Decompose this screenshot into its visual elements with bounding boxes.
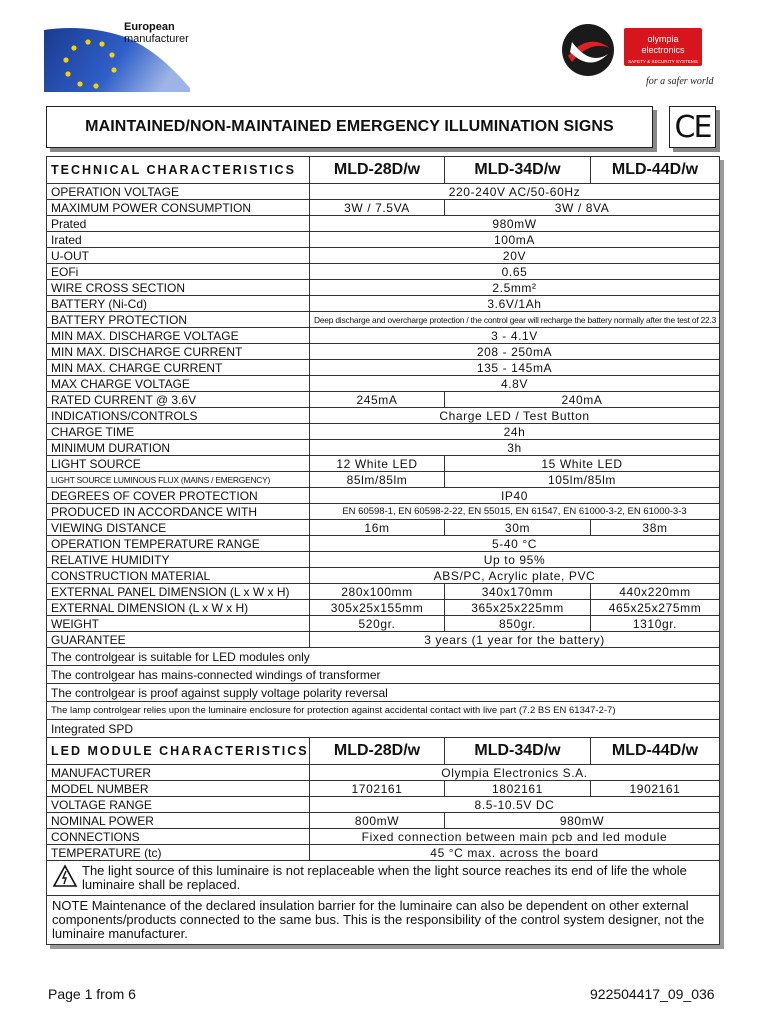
spec-value: 245mA — [310, 392, 445, 408]
spec-value: 520gr. — [310, 616, 445, 632]
spec-value: 3W / 8VA — [445, 200, 720, 216]
spec-value: 208 - 250mA — [310, 344, 720, 360]
note-row — [47, 684, 720, 702]
spec-value: 135 - 145mA — [310, 360, 720, 376]
spec-row — [47, 216, 720, 232]
spec-label: PRODUCED IN ACCORDANCE WITH — [47, 504, 310, 520]
warning-cell — [47, 861, 720, 896]
spec-label: CHARGE TIME — [47, 424, 310, 440]
ce-mark: CE — [669, 106, 716, 148]
spec-value: 5-40 °C — [310, 536, 720, 552]
spec-value: ABS/PC, Acrylic plate, PVC — [310, 568, 720, 584]
document-title: MAINTAINED/NON-MAINTAINED EMERGENCY ILLUMINATION SIGNS — [85, 118, 614, 135]
spec-label: CONNECTIONS — [47, 829, 310, 845]
spec-value: 280x100mm — [310, 584, 445, 600]
led-header-row — [47, 738, 720, 765]
spec-row — [47, 248, 720, 264]
note-row — [47, 648, 720, 666]
spec-value: EN 60598-1, EN 60598-2-22, EN 55015, EN 61547, EN 61000-3-2, EN 61000-3-3 — [310, 504, 720, 520]
spec-row — [47, 568, 720, 584]
spec-row — [47, 360, 720, 376]
spec-value: 105lm/85lm — [445, 472, 720, 488]
spec-row — [47, 456, 720, 472]
technical-header-row — [47, 157, 720, 184]
spec-value: 30m — [445, 520, 591, 536]
spec-row — [47, 632, 720, 648]
spec-label: BATTERY (Ni-Cd) — [47, 296, 310, 312]
spec-label: LIGHT SOURCE LUMINOUS FLUX (MAINS / EMERGENCY) — [47, 472, 310, 488]
spec-value: 1702161 — [310, 781, 445, 797]
spec-value: 2.5mm² — [310, 280, 720, 296]
spec-value: 305x25x155mm — [310, 600, 445, 616]
spec-value: 24h — [310, 424, 720, 440]
page-number: Page 1 from 6 — [48, 986, 136, 1002]
spec-label: WEIGHT — [47, 616, 310, 632]
spec-label: EXTERNAL DIMENSION (L x W x H) — [47, 600, 310, 616]
spec-label: GUARANTEE — [47, 632, 310, 648]
model-header: MLD-28D/w — [310, 738, 445, 765]
spec-label: VIEWING DISTANCE — [47, 520, 310, 536]
spec-row — [47, 296, 720, 312]
spec-row — [47, 797, 720, 813]
spec-value: 3W / 7.5VA — [310, 200, 445, 216]
spec-value: Deep discharge and overcharge protection / the control gear will recharge the battery normally after the test of 22.3 — [310, 312, 720, 328]
eu-line2: manufacturer — [124, 33, 189, 45]
spec-value: 100mA — [310, 232, 720, 248]
spec-row — [47, 504, 720, 520]
spec-row — [47, 200, 720, 216]
spec-value: 3 - 4.1V — [310, 328, 720, 344]
spec-row — [47, 232, 720, 248]
eu-line1: European — [124, 21, 175, 33]
spec-label: WIRE CROSS SECTION — [47, 280, 310, 296]
spec-label: MIN MAX. DISCHARGE CURRENT — [47, 344, 310, 360]
spec-value: 1802161 — [445, 781, 591, 797]
note-row — [47, 666, 720, 684]
controlgear-note: The controlgear is proof against supply voltage polarity reversal — [47, 684, 720, 702]
spec-table — [46, 156, 720, 945]
spec-label: NOMINAL POWER — [47, 813, 310, 829]
spec-value: 16m — [310, 520, 445, 536]
spec-value: 15 White LED — [445, 456, 720, 472]
svg-text:for a safer world: for a safer world — [646, 76, 714, 87]
spec-row — [47, 829, 720, 845]
spec-row — [47, 520, 720, 536]
svg-text:SAFETY & SECURITY SYSTEMS: SAFETY & SECURITY SYSTEMS — [628, 59, 698, 64]
spec-label: VOLTAGE RANGE — [47, 797, 310, 813]
model-header: MLD-34D/w — [445, 157, 591, 184]
spec-value: 240mA — [445, 392, 720, 408]
spec-label: MODEL NUMBER — [47, 781, 310, 797]
spec-row — [47, 376, 720, 392]
document-title-box — [46, 106, 653, 148]
spec-label: MIN MAX. CHARGE CURRENT — [47, 360, 310, 376]
spec-value: Olympia Electronics S.A. — [310, 765, 720, 781]
spec-row — [47, 600, 720, 616]
spec-label: MIN MAX. DISCHARGE VOLTAGE — [47, 328, 310, 344]
spec-value: 3.6V/1Ah — [310, 296, 720, 312]
spec-value: 85lm/85lm — [310, 472, 445, 488]
model-header: MLD-44D/w — [591, 157, 720, 184]
spec-value: 1902161 — [591, 781, 720, 797]
model-header: MLD-44D/w — [591, 738, 720, 765]
warning-triangle-icon — [52, 864, 78, 888]
spec-label: Irated — [47, 232, 310, 248]
spec-value: 4.8V — [310, 376, 720, 392]
spec-value: Up to 95% — [310, 552, 720, 568]
spec-label: LIGHT SOURCE — [47, 456, 310, 472]
spec-value: 980mW — [310, 216, 720, 232]
controlgear-note: The controlgear has mains-connected windings of transformer — [47, 666, 720, 684]
spec-value: 8.5-10.5V DC — [310, 797, 720, 813]
spec-label: Prated — [47, 216, 310, 232]
spec-label: EOFi — [47, 264, 310, 280]
spec-label: MAXIMUM POWER CONSUMPTION — [47, 200, 310, 216]
spec-row — [47, 781, 720, 797]
document-code: 922504417_09_036 — [590, 986, 715, 1002]
spec-row — [47, 392, 720, 408]
spec-value: 365x25x225mm — [445, 600, 591, 616]
spec-label: MINIMUM DURATION — [47, 440, 310, 456]
spec-row — [47, 312, 720, 328]
spec-row — [47, 440, 720, 456]
spec-value: 0.65 — [310, 264, 720, 280]
spec-value: 1310gr. — [591, 616, 720, 632]
spec-value: 12 White LED — [310, 456, 445, 472]
spec-value: 45 °C max. across the board — [310, 845, 720, 861]
european-manufacturer-label — [124, 21, 189, 45]
model-header: MLD-28D/w — [310, 157, 445, 184]
spec-row — [47, 536, 720, 552]
spec-row — [47, 472, 720, 488]
controlgear-note: Integrated SPD — [47, 720, 720, 738]
spec-value: 340x170mm — [445, 584, 591, 600]
spec-value: Charge LED / Test Button — [310, 408, 720, 424]
spec-row — [47, 765, 720, 781]
svg-text:electronics: electronics — [641, 45, 685, 55]
spec-row — [47, 584, 720, 600]
spec-label: TEMPERATURE (tc) — [47, 845, 310, 861]
spec-row — [47, 280, 720, 296]
spec-label: OPERATION TEMPERATURE RANGE — [47, 536, 310, 552]
technical-heading: TECHNICAL CHARACTERISTICS — [47, 157, 310, 184]
model-header: MLD-34D/w — [445, 738, 591, 765]
spec-value: 800mW — [310, 813, 445, 829]
spec-row — [47, 813, 720, 829]
spec-value: 850gr. — [445, 616, 591, 632]
spec-row — [47, 424, 720, 440]
led-heading: LED MODULE CHARACTERISTICS — [47, 738, 310, 765]
spec-row — [47, 184, 720, 200]
insulation-note: NOTE Maintenance of the declared insulation barrier for the luminaire can also be dependent on other external components/products connected to the same bus. This is the responsibility of the control system designer, not the luminaire manufacturer. — [47, 896, 720, 945]
spec-label: EXTERNAL PANEL DIMENSION (L x W x H) — [47, 584, 310, 600]
note-row — [47, 702, 720, 720]
spec-value: 220-240V AC/50-60Hz — [310, 184, 720, 200]
spec-label: CONSTRUCTION MATERIAL — [47, 568, 310, 584]
spec-label: RELATIVE HUMIDITY — [47, 552, 310, 568]
warning-row — [47, 861, 720, 896]
spec-value: 20V — [310, 248, 720, 264]
controlgear-note: The controlgear is suitable for LED modules only — [47, 648, 720, 666]
spec-row — [47, 264, 720, 280]
spec-value: 980mW — [445, 813, 720, 829]
spec-label: BATTERY PROTECTION — [47, 312, 310, 328]
spec-row — [47, 344, 720, 360]
spec-value: Fixed connection between main pcb and led module — [310, 829, 720, 845]
spec-value: 3h — [310, 440, 720, 456]
warning-text: The light source of this luminaire is not replaceable when the light source reaches its end of life the whole luminaire shall be replaced. — [82, 863, 687, 892]
spec-label: U-OUT — [47, 248, 310, 264]
spec-label: OPERATION VOLTAGE — [47, 184, 310, 200]
note-row — [47, 720, 720, 738]
spec-row — [47, 488, 720, 504]
spec-value: 3 years (1 year for the battery) — [310, 632, 720, 648]
spec-row — [47, 845, 720, 861]
spec-label: INDICATIONS/CONTROLS — [47, 408, 310, 424]
spec-value: 440x220mm — [591, 584, 720, 600]
svg-text:olympia: olympia — [647, 34, 679, 44]
spec-label: MAX CHARGE VOLTAGE — [47, 376, 310, 392]
spec-label: DEGREES OF COVER PROTECTION — [47, 488, 310, 504]
spec-row — [47, 328, 720, 344]
spec-value: 38m — [591, 520, 720, 536]
spec-value: IP40 — [310, 488, 720, 504]
spec-label: MANUFACTURER — [47, 765, 310, 781]
controlgear-note: The lamp controlgear relies upon the luminaire enclosure for protection against accidental contact with live part (7.2 BS EN 61347-2-7) — [47, 702, 720, 720]
spec-row — [47, 616, 720, 632]
spec-label: RATED CURRENT @ 3.6V — [47, 392, 310, 408]
spec-row — [47, 552, 720, 568]
insulation-note-row — [47, 896, 720, 945]
spec-row — [47, 408, 720, 424]
spec-value: 465x25x275mm — [591, 600, 720, 616]
olympia-logo — [560, 22, 730, 94]
